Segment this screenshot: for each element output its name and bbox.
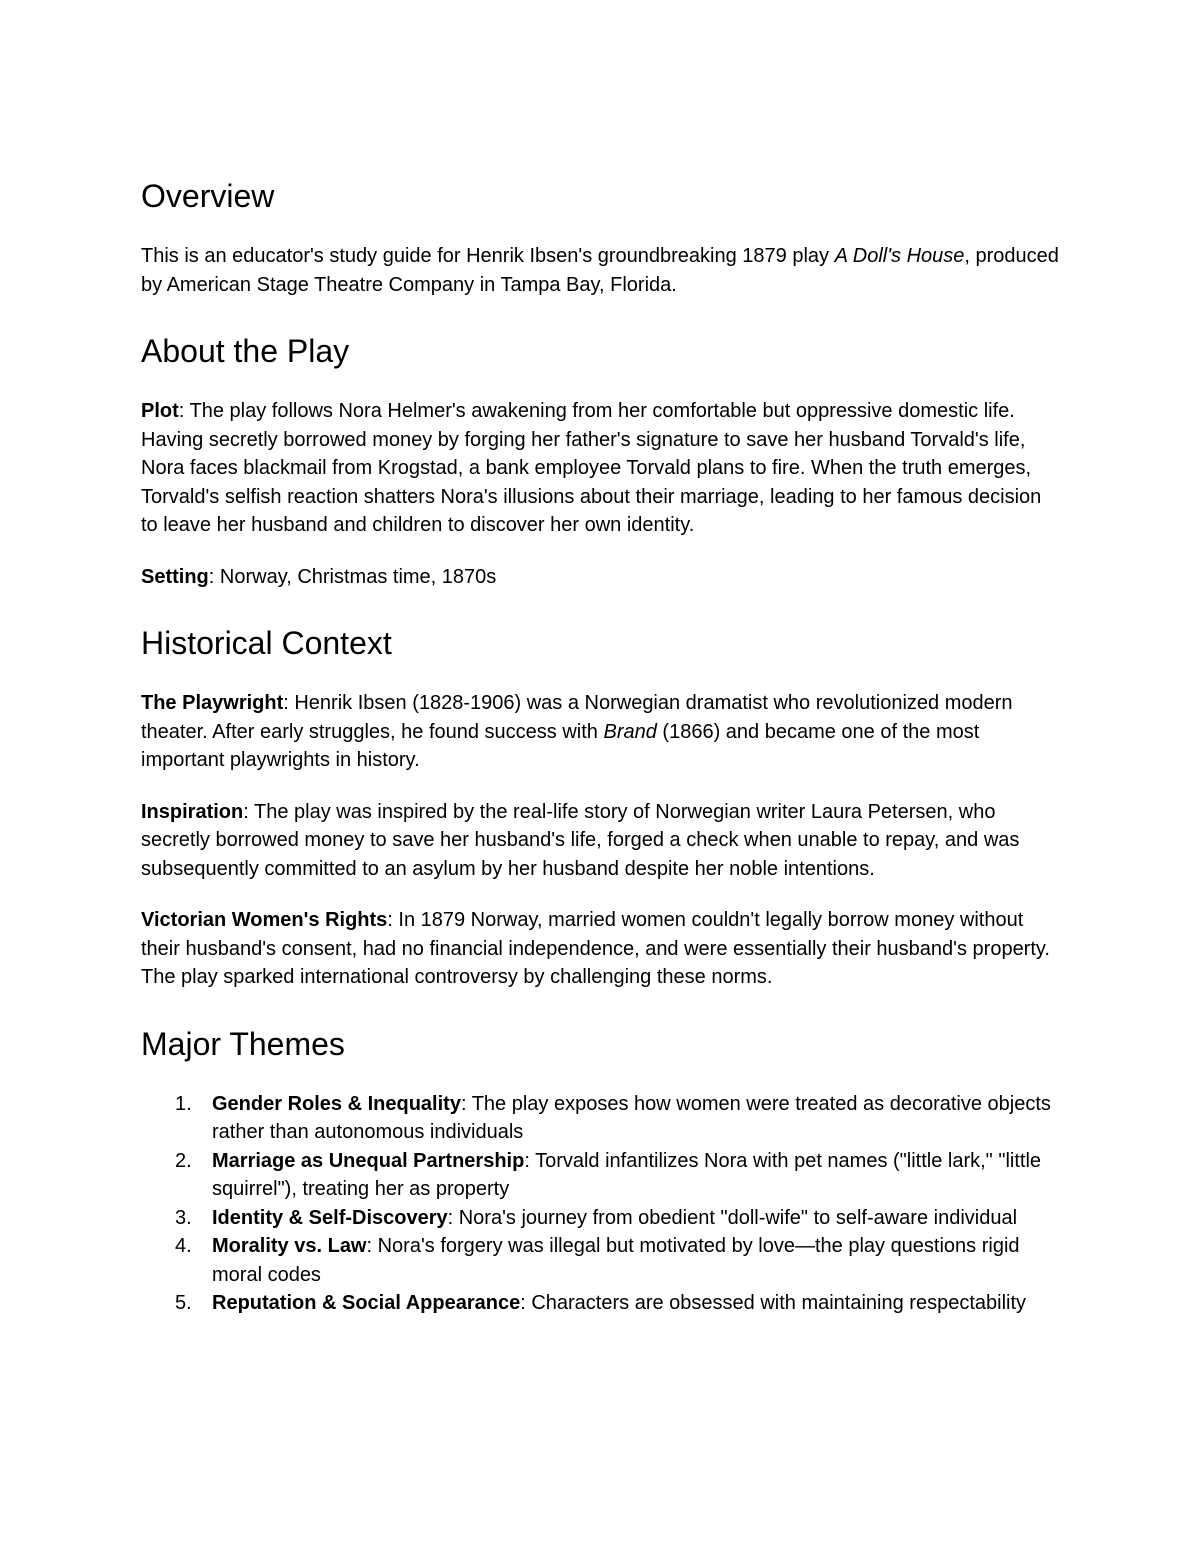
- theme-item: [141, 1204, 1061, 1233]
- themes-list: [141, 1090, 1061, 1318]
- rights-paragraph: [141, 906, 1061, 992]
- theme-text: : The play exposes how women were treated as decorative objects rather than autonomous individuals: [212, 1092, 1051, 1143]
- play-title: A Doll's House: [834, 245, 965, 267]
- overview-heading: Overview: [141, 178, 275, 214]
- setting-text: : Norway, Christmas time, 1870s: [208, 565, 497, 588]
- theme-text: : Nora's forgery was illegal but motivated by love—the play questions rigid moral codes: [212, 1235, 1020, 1286]
- theme-label: Morality vs. Law: [212, 1235, 367, 1257]
- document-page: [141, 172, 1061, 1318]
- playwright-text-1: : Henrik Ibsen (1828-1906) was a Norwegian dramatist who revolutionized modern theater. After early struggles, he found success with: [141, 692, 1013, 743]
- theme-label: Reputation & Social Appearance: [212, 1292, 521, 1314]
- inspiration-paragraph: [141, 798, 1061, 884]
- theme-number: 2.: [175, 1149, 192, 1172]
- about-heading: About the Play: [141, 333, 350, 369]
- setting-label: Setting: [141, 565, 209, 588]
- theme-item: [141, 1147, 1061, 1204]
- theme-number: 1.: [175, 1092, 192, 1115]
- plot-paragraph: [141, 397, 1061, 540]
- theme-item: [141, 1289, 1061, 1318]
- theme-item: [141, 1090, 1061, 1147]
- theme-item: [141, 1232, 1061, 1289]
- playwright-label: The Playwright: [141, 692, 284, 714]
- setting-paragraph: [141, 563, 1061, 592]
- theme-label: Identity & Self-Discovery: [212, 1206, 448, 1229]
- theme-label: Marriage as Unequal Partnership: [212, 1149, 525, 1172]
- rights-label: Victorian Women's Rights: [141, 909, 388, 931]
- theme-number: 5.: [175, 1292, 192, 1314]
- historical-heading: Historical Context: [141, 625, 392, 661]
- playwright-work: Brand: [603, 720, 657, 743]
- inspiration-text: : The play was inspired by the real-life story of Norwegian writer Laura Petersen, who secretly borrowed money to save her husband's life, forged a check when unable to repay, and was subsequently committed to an asylum by her husband despite her noble intentions.: [141, 800, 1020, 880]
- overview-text-1: This is an educator's study guide for Henrik Ibsen's groundbreaking 1879 play: [141, 245, 835, 267]
- theme-text: : Torvald infantilizes Nora with pet names ("little lark," "little squirrel"), treating her as property: [212, 1149, 1042, 1200]
- plot-label: Plot: [141, 400, 179, 422]
- inspiration-label: Inspiration: [141, 800, 244, 823]
- playwright-text-2: (1866) and became one of the most important playwrights in history.: [141, 720, 980, 771]
- plot-text: : The play follows Nora Helmer's awakening from her comfortable but oppressive domestic life. Having secretly borrowed money by forging her father's signature to save her husband Torvald's life, Nora faces blackmail from Krogstad, a bank employee Torvald plans to fire. When the truth emerges, Torvald's selfish reaction shatters Nora's illusions about their marriage, leading to her famous decision to leave her husband and children to discover her own identity.: [141, 400, 1042, 536]
- theme-text: : Characters are obsessed with maintaining respectability: [520, 1292, 1027, 1314]
- playwright-paragraph: [141, 689, 1061, 775]
- overview-text-2: , produced by American Stage Theatre Company in Tampa Bay, Florida.: [141, 245, 1059, 296]
- theme-label: Gender Roles & Inequality: [212, 1092, 461, 1115]
- theme-text: : Nora's journey from obedient "doll-wife" to self-aware individual: [447, 1206, 1018, 1229]
- themes-heading: Major Themes: [141, 1025, 345, 1062]
- overview-paragraph: [141, 242, 1061, 299]
- rights-text: : In 1879 Norway, married women couldn't legally borrow money without their husband's consent, had no financial independence, and were essentially their husband's property. The play sparked international controversy by challenging these norms.: [141, 909, 1050, 988]
- theme-number: 4.: [175, 1235, 192, 1257]
- theme-number: 3.: [175, 1206, 192, 1229]
